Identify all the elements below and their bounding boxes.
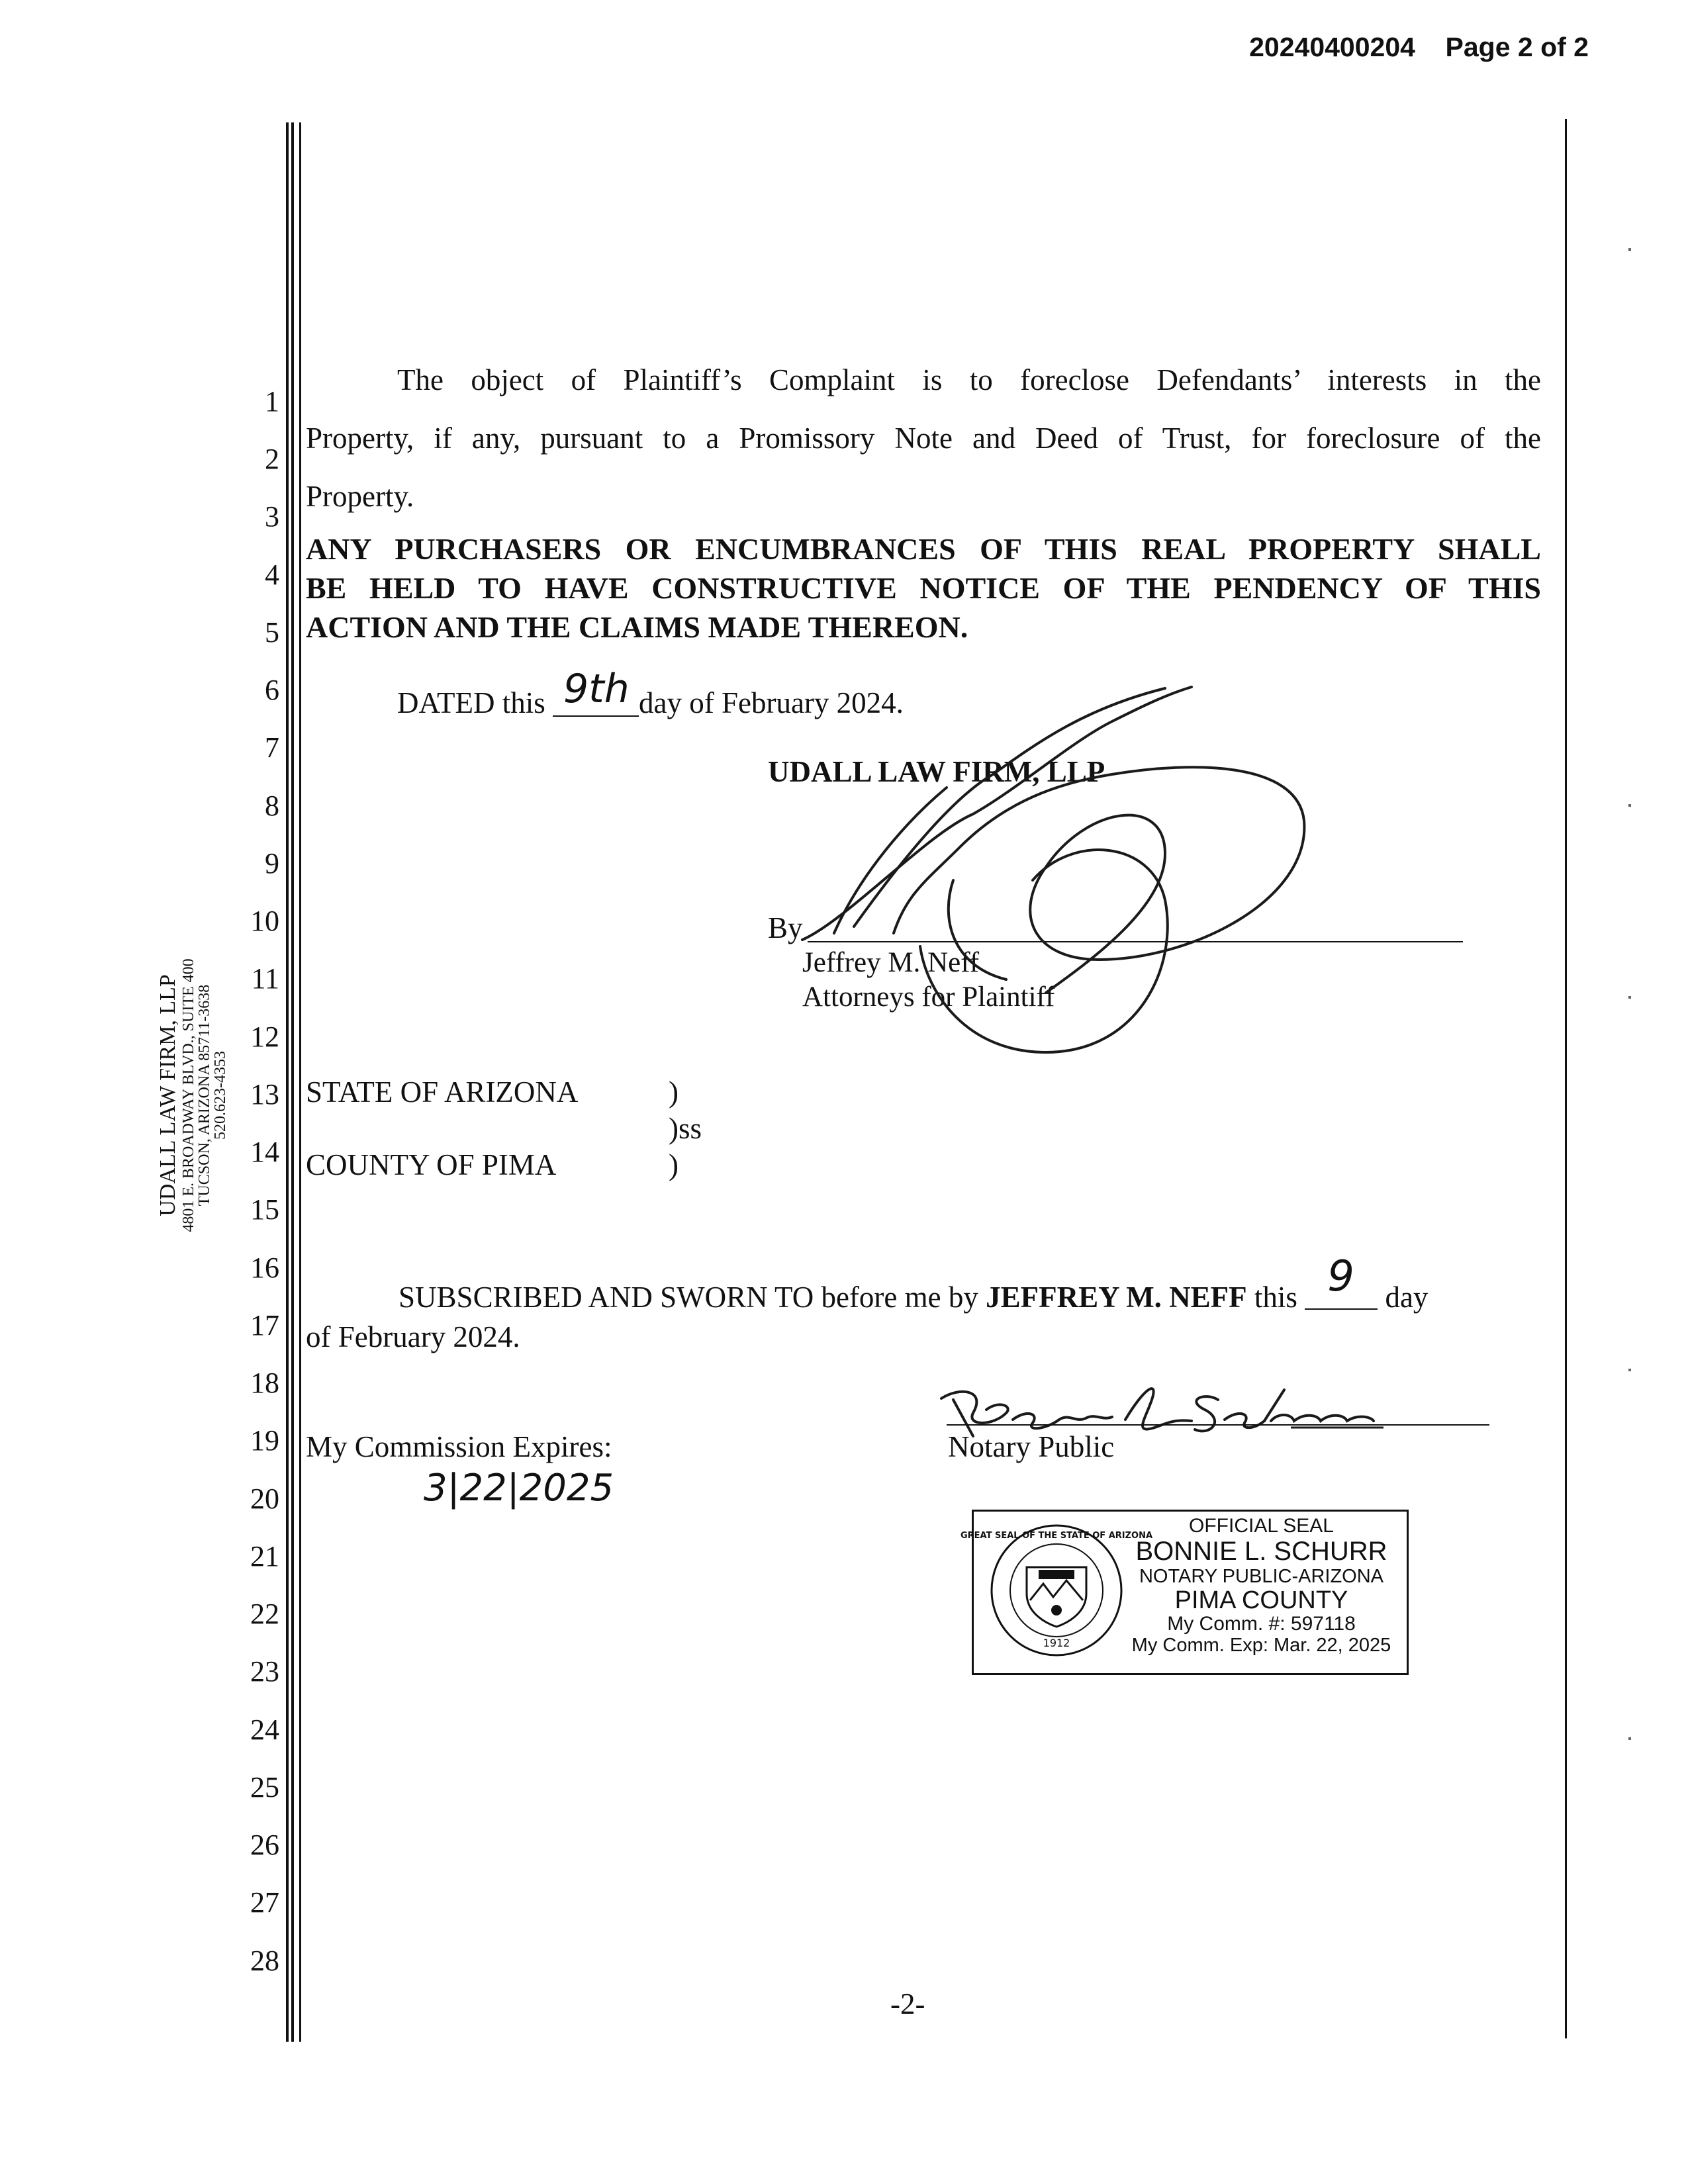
jurat-line-1 — [306, 1252, 1541, 1317]
document-header — [1249, 32, 1589, 63]
firm-sidebar — [156, 958, 228, 1232]
great-seal-emblem — [960, 1521, 1153, 1660]
paragraph-line: Property. — [306, 480, 414, 513]
lis-pendens-notice — [306, 529, 1541, 647]
by-label: By — [768, 911, 803, 944]
line-number: 24 — [250, 1713, 279, 1746]
margin-speck — [1628, 804, 1631, 807]
page-label: Page 2 of 2 — [1445, 32, 1589, 62]
signer-name: Jeffrey M. Neff — [802, 947, 980, 978]
margin-speck — [1628, 1737, 1631, 1740]
line-number: 16 — [250, 1251, 279, 1284]
jurat-day-blank — [1305, 1252, 1378, 1310]
line-number: 18 — [250, 1367, 279, 1399]
jurat-affiant-name: JEFFREY M. NEFF — [986, 1281, 1247, 1314]
left-margin-rule-third — [299, 122, 301, 2042]
line-number: 9 — [265, 847, 279, 880]
venue-county: COUNTY OF PIMA — [306, 1148, 557, 1181]
line-number: 17 — [250, 1309, 279, 1342]
margin-speck — [1628, 248, 1631, 251]
jurat-prefix: SUBSCRIBED AND SWORN TO before me by — [399, 1281, 978, 1314]
dated-day-blank — [553, 666, 639, 717]
paragraph-line: Property, if any, pursuant to a Promissory Note and Deed of Trust, for foreclosure of the — [306, 422, 1541, 455]
commission-date-handwritten: 3|22|2025 — [424, 1467, 614, 1510]
line-number: 28 — [250, 1944, 279, 1977]
notary-seal — [960, 1510, 1409, 1675]
notice-line: BE HELD TO HAVE CONSTRUCTIVE NOTICE OF THE PENDENCY OF THIS — [306, 571, 1541, 605]
line-number: 1 — [265, 385, 279, 418]
dated-prefix: DATED this — [397, 686, 545, 719]
document-number: 20240400204 — [1249, 32, 1415, 62]
seal-county: PIMA COUNTY — [1174, 1586, 1348, 1614]
line-number: 7 — [265, 731, 279, 764]
right-margin-rule — [1565, 119, 1567, 2038]
line-number: 6 — [265, 674, 279, 706]
jurat-line-2: of February 2024. — [306, 1320, 520, 1353]
line-number: 13 — [250, 1078, 279, 1111]
jurat-day-label: day — [1385, 1281, 1429, 1314]
venue-ss: )ss — [669, 1112, 702, 1145]
firm-sidebar-address: 4801 E. BROADWAY BLVD., SUITE 400 — [180, 958, 197, 1232]
firm-sidebar-name: UDALL LAW FIRM, LLP — [156, 974, 180, 1216]
dated-suffix: day of February 2024. — [639, 686, 904, 719]
left-margin-rule-outer — [286, 122, 289, 2042]
notary-public-label: Notary Public — [948, 1430, 1115, 1463]
line-number: 26 — [250, 1829, 279, 1861]
notary-signature-line — [947, 1424, 1489, 1426]
line-number: 3 — [265, 500, 279, 533]
jurat-day-handwritten: 9 — [1327, 1252, 1354, 1301]
line-number: 14 — [250, 1136, 279, 1168]
margin-speck — [1628, 1369, 1631, 1371]
signer-role: Attorneys for Plaintiff — [802, 981, 1055, 1013]
seal-notary-name: BONNIE L. SCHURR — [1135, 1537, 1387, 1566]
line-number: 10 — [250, 905, 279, 937]
seal-title: OFFICIAL SEAL — [1189, 1515, 1334, 1537]
seal-commission-number: My Comm. #: 597118 — [1167, 1613, 1356, 1635]
venue-paren-bottom: ) — [669, 1148, 679, 1181]
line-number: 25 — [250, 1771, 279, 1803]
line-number: 8 — [265, 790, 279, 822]
line-number: 2 — [265, 443, 279, 475]
line-number: 27 — [250, 1886, 279, 1919]
line-number: 19 — [250, 1424, 279, 1457]
great-seal-year: 1912 — [1043, 1637, 1070, 1649]
complaint-object-paragraph — [306, 351, 1541, 525]
left-margin-rule-inner — [291, 122, 294, 2042]
line-number: 5 — [265, 616, 279, 649]
line-number: 22 — [250, 1598, 279, 1630]
line-number: 4 — [265, 559, 279, 591]
dated-day-handwritten: 9th — [563, 666, 630, 712]
firm-sidebar-city: TUCSON, ARIZONA 85711-3638 — [196, 984, 213, 1206]
firm-signature-title: UDALL LAW FIRM, LLP — [768, 755, 1105, 788]
seal-commission-expiry: My Comm. Exp: Mar. 22, 2025 — [1131, 1635, 1391, 1656]
commission-label: My Commission Expires: — [306, 1430, 612, 1463]
notice-line: ANY PURCHASERS OR ENCUMBRANCES OF THIS REAL PROPERTY SHALL — [306, 532, 1541, 566]
line-number: 23 — [250, 1655, 279, 1688]
venue-state: STATE OF ARIZONA — [306, 1075, 579, 1109]
notice-line: ACTION AND THE CLAIMS MADE THEREON. — [306, 610, 968, 644]
seal-notary-line: NOTARY PUBLIC-ARIZONA — [1139, 1566, 1383, 1587]
line-number: 11 — [251, 962, 279, 995]
jurat-this: this — [1254, 1281, 1297, 1314]
line-number: 15 — [250, 1193, 279, 1226]
margin-speck — [1628, 996, 1631, 999]
venue-paren-top: ) — [669, 1075, 679, 1109]
paragraph-line: The object of Plaintiff’s Complaint is to foreclose Defendants’ interests in the — [397, 363, 1541, 396]
great-seal-text: GREAT SEAL OF THE STATE OF ARIZONA — [960, 1531, 1153, 1541]
page-number: -2- — [890, 1987, 925, 2021]
seal-text-block — [1121, 1516, 1402, 1656]
attorney-signature — [794, 682, 1324, 1079]
line-number: 20 — [250, 1482, 279, 1515]
firm-sidebar-phone: 520.623-4353 — [212, 1051, 229, 1140]
line-number: 12 — [250, 1021, 279, 1053]
line-number: 21 — [250, 1540, 279, 1572]
